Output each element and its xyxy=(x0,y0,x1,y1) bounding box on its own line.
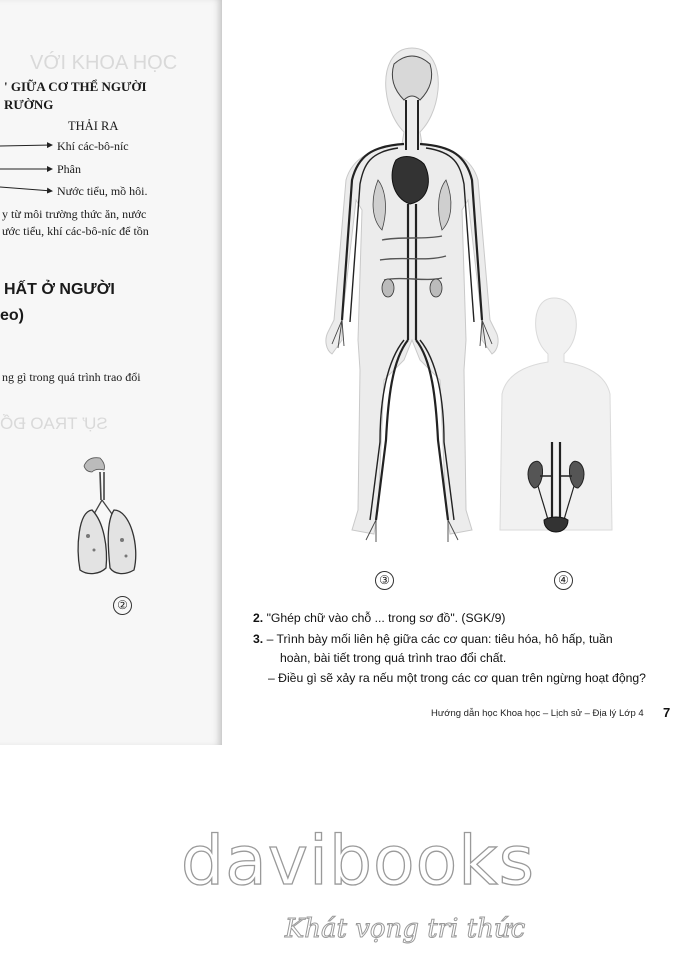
lungs-illustration xyxy=(74,452,160,580)
section-title: HẤT Ở NGƯỜI xyxy=(4,281,115,298)
watermark-brand: davibooks xyxy=(180,822,536,901)
subsection-title: eo) xyxy=(0,307,24,324)
footer-page-number: 7 xyxy=(663,705,671,720)
bleed-through-title: VỚI KHOA HỌC xyxy=(30,52,178,74)
output-item-co2: Khí các-bô-níc xyxy=(57,139,129,153)
output-item-feces: Phân xyxy=(57,162,81,176)
watermark-tagline: Khát vọng tri thức xyxy=(284,914,526,944)
left-page xyxy=(0,0,222,745)
output-column-title: THẢI RA xyxy=(68,119,119,133)
output-item-urine-sweat: Nước tiểu, mồ hôi. xyxy=(57,184,148,198)
figure-label-4: ④ xyxy=(554,571,573,590)
figure-label-3: ③ xyxy=(375,571,394,590)
paragraph-line1: y từ môi trường thức ăn, nước xyxy=(2,207,147,221)
right-page xyxy=(222,0,700,745)
section-heading-line1: ' GIỮA CƠ THỂ NGƯỜI xyxy=(4,79,147,94)
question-3-text-line3: – Điều gì sẽ xảy ra nếu một trong các cơ quan trên ngừng hoạt động? xyxy=(268,671,646,685)
circulatory-system-illustration xyxy=(312,40,512,560)
question-3-text-line1: – Trình bày mối liên hệ giữa các cơ quan: tiêu hóa, hô hấp, tuần xyxy=(266,632,613,646)
footer-book-title: Hướng dẫn học Khoa học – Lịch sử – Địa lý Lớp 4 xyxy=(431,708,644,719)
question-2-text: "Ghép chữ vào chỗ ... trong sơ đồ". (SGK/9) xyxy=(266,611,506,625)
question-fragment: ng gì trong quá trình trao đổi xyxy=(2,370,141,384)
question-3-number: 3. xyxy=(253,632,264,646)
excretory-system-illustration xyxy=(492,290,632,550)
section-heading-line2: RƯỜNG xyxy=(4,97,54,112)
question-2-number: 2. xyxy=(253,611,264,625)
question-2 xyxy=(253,611,505,625)
figure-label-2: ② xyxy=(113,596,132,615)
arrow-co2 xyxy=(0,145,52,146)
question-3-text-line2: hoàn, bài tiết trong quá trình trao đổi chất. xyxy=(280,651,507,665)
arrow-urine xyxy=(0,187,52,191)
question-3-line1 xyxy=(253,632,613,646)
output-arrows xyxy=(0,136,60,196)
paragraph-line2: ước tiểu, khí các-bô-níc để tồn xyxy=(2,224,149,238)
bleed-through-heading: SỰ TRAO ĐỔ xyxy=(0,414,108,433)
